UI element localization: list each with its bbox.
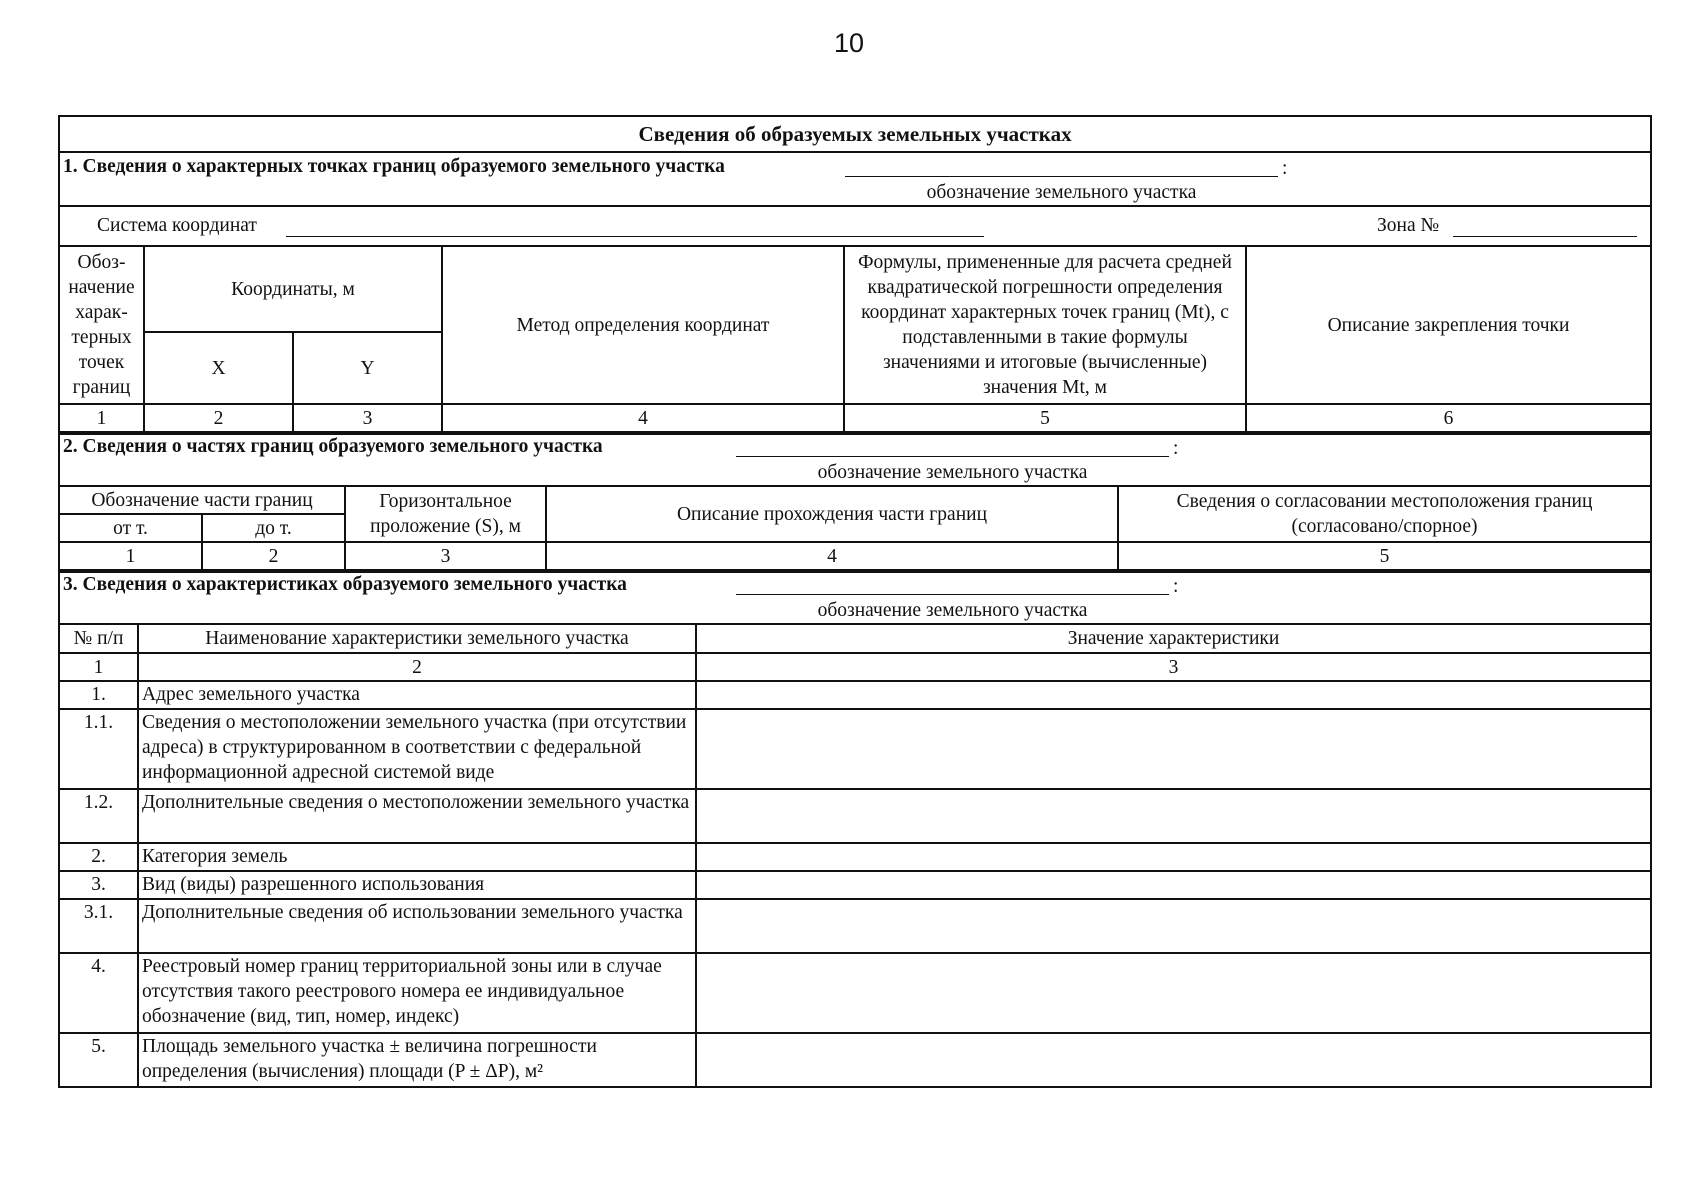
col-number: 1 bbox=[59, 542, 202, 571]
section2-title: 2. Сведения о частях границ образуемого земельного участка bbox=[63, 436, 603, 457]
row-number: 5. bbox=[59, 1033, 138, 1087]
row-number: 3. bbox=[59, 871, 138, 899]
header-formulas: Формулы, примененные для расчета средней квадратической погрешности определения координат характерных точек границ (Mt), с подставленными в такие формулы значениями и итоговые (вычисленные) значения Mt, м bbox=[844, 246, 1246, 404]
section1-table bbox=[58, 115, 1652, 435]
page-number: 10 bbox=[833, 28, 865, 58]
col-number: 3 bbox=[293, 404, 442, 433]
header-coordinates: Координаты, м bbox=[144, 246, 442, 332]
header-characteristic-name: Наименование характеристики земельного участка bbox=[138, 624, 696, 653]
col-number: 1 bbox=[59, 653, 138, 681]
row-name: Реестровый номер границ территориальной зоны или в случае отсутствия такого реестрового номера ее индивидуальное обозначение (вид, тип, номер, индекс) bbox=[138, 953, 696, 1033]
col-number: 1 bbox=[59, 404, 144, 433]
section1-title: 1. Сведения о характерных точках границ образуемого земельного участка bbox=[63, 156, 725, 177]
row-value-cell[interactable] bbox=[696, 899, 1651, 953]
row-value-cell[interactable] bbox=[696, 843, 1651, 871]
row-name: Площадь земельного участка ± величина погрешности определения (вычисления) площади (P ± ΔP), м² bbox=[138, 1033, 696, 1087]
col-number: 6 bbox=[1246, 404, 1651, 433]
header-part-description: Описание прохождения части границ bbox=[546, 486, 1118, 542]
main-title: Сведения об образуемых земельных участках bbox=[59, 116, 1651, 152]
row-value-cell[interactable] bbox=[696, 953, 1651, 1033]
row-name: Категория земель bbox=[138, 843, 696, 871]
row-number: 4. bbox=[59, 953, 138, 1033]
section3-colon: : bbox=[1173, 576, 1179, 597]
zone-label: Зона № bbox=[1377, 215, 1440, 236]
section3-designation-line[interactable] bbox=[736, 594, 1169, 595]
coordinate-system-label: Система координат bbox=[97, 215, 257, 236]
row-number: 1.1. bbox=[59, 709, 138, 789]
header-y: Y bbox=[293, 332, 442, 404]
section3-designation-label: обозначение земельного участка bbox=[817, 600, 1088, 621]
row-name: Вид (виды) разрешенного использования bbox=[138, 871, 696, 899]
row-number: 2. bbox=[59, 843, 138, 871]
section2-table bbox=[58, 433, 1652, 573]
row-number: 1.2. bbox=[59, 789, 138, 843]
section1-designation-label: обозначение земельного участка bbox=[926, 182, 1197, 203]
row-number: 1. bbox=[59, 681, 138, 709]
coordinate-system-row bbox=[59, 206, 1651, 246]
section2-heading bbox=[59, 433, 1651, 486]
section1-colon: : bbox=[1282, 158, 1288, 179]
zone-line[interactable] bbox=[1453, 236, 1637, 237]
row-value-cell[interactable] bbox=[696, 709, 1651, 789]
col-number: 4 bbox=[546, 542, 1118, 571]
col-number: 2 bbox=[144, 404, 293, 433]
section3-title: 3. Сведения о характеристиках образуемого земельного участка bbox=[63, 574, 627, 595]
col-number: 3 bbox=[345, 542, 546, 571]
row-value-cell[interactable] bbox=[696, 789, 1651, 843]
col-number: 5 bbox=[1118, 542, 1651, 571]
row-value-cell[interactable] bbox=[696, 1033, 1651, 1087]
row-name: Дополнительные сведения о местоположении земельного участка bbox=[138, 789, 696, 843]
section1-heading bbox=[59, 152, 1651, 206]
col-number: 2 bbox=[202, 542, 345, 571]
header-x: X bbox=[144, 332, 293, 404]
col-number: 2 bbox=[138, 653, 696, 681]
row-value-cell[interactable] bbox=[696, 871, 1651, 899]
col-number: 3 bbox=[696, 653, 1651, 681]
header-horizontal-distance: Горизонтальное проложение (S), м bbox=[345, 486, 546, 542]
row-value-cell[interactable] bbox=[696, 681, 1651, 709]
header-row-number: № п/п bbox=[59, 624, 138, 653]
row-name: Сведения о местоположении земельного участка (при отсутствии адреса) в структурированном в соответствии с федеральной информационной адресной системой виде bbox=[138, 709, 696, 789]
header-to-point: до т. bbox=[202, 514, 345, 542]
section3-table bbox=[58, 571, 1652, 1088]
coordinate-system-line[interactable] bbox=[286, 236, 984, 237]
row-name: Дополнительные сведения об использовании земельного участка bbox=[138, 899, 696, 953]
header-method: Метод определения координат bbox=[442, 246, 844, 404]
header-fixing: Описание закрепления точки bbox=[1246, 246, 1651, 404]
header-part-designation: Обозначение части границ bbox=[59, 486, 345, 514]
section2-colon: : bbox=[1173, 438, 1179, 459]
header-agreement: Сведения о согласовании местоположения границ (согласовано/спорное) bbox=[1118, 486, 1651, 542]
col-number: 5 bbox=[844, 404, 1246, 433]
section3-heading bbox=[59, 571, 1651, 624]
section2-designation-label: обозначение земельного участка bbox=[817, 462, 1088, 483]
header-from-point: от т. bbox=[59, 514, 202, 542]
land-plots-form bbox=[58, 115, 1650, 1088]
header-characteristic-value: Значение характеристики bbox=[696, 624, 1651, 653]
section1-designation-line[interactable] bbox=[845, 176, 1278, 177]
header-point-designation: Обоз- начение харак- терных точек границ bbox=[59, 246, 144, 404]
col-number: 4 bbox=[442, 404, 844, 433]
row-name: Адрес земельного участка bbox=[138, 681, 696, 709]
section2-designation-line[interactable] bbox=[736, 456, 1169, 457]
row-number: 3.1. bbox=[59, 899, 138, 953]
